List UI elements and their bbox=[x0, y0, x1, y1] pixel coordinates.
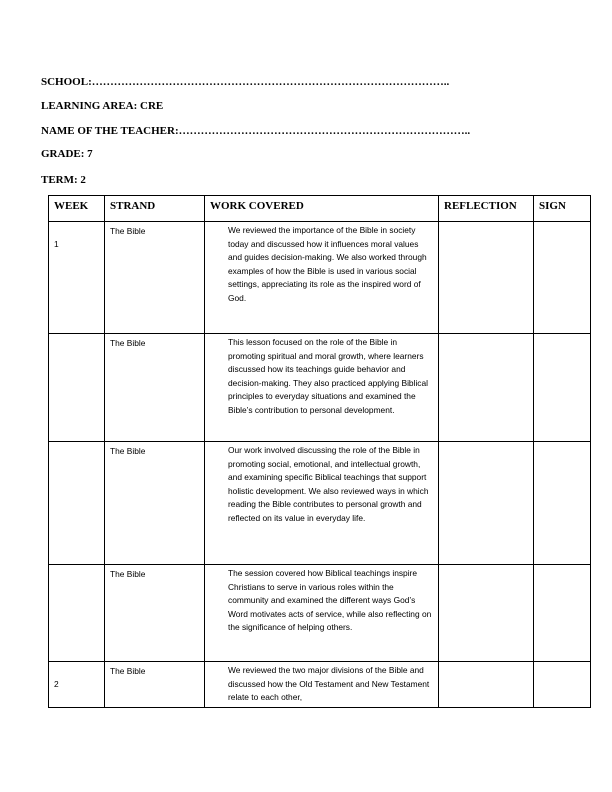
reflection-cell[interactable] bbox=[439, 334, 534, 442]
work-covered-table bbox=[48, 195, 591, 708]
sign-cell[interactable] bbox=[534, 442, 591, 565]
week-cell: 1 bbox=[49, 222, 105, 334]
table-row bbox=[49, 222, 591, 334]
column-header-strand: STRAND bbox=[105, 196, 205, 222]
strand-cell: The Bible bbox=[105, 334, 205, 442]
strand-cell: The Bible bbox=[105, 442, 205, 565]
school-field: SCHOOL:…………………………………………………………………………………….. bbox=[41, 76, 450, 88]
strand-cell: The Bible bbox=[105, 662, 205, 708]
teacher-name-field: NAME OF THE TEACHER:…………………………………………………………………….. bbox=[41, 125, 471, 137]
strand-cell: The Bible bbox=[105, 222, 205, 334]
sign-cell[interactable] bbox=[534, 565, 591, 662]
week-cell bbox=[49, 565, 105, 662]
reflection-cell[interactable] bbox=[439, 222, 534, 334]
work-covered-cell: This lesson focused on the role of the Bible in promoting spiritual and moral growth, where learners discussed how its teachings guide behavior and decision-making. They also practiced applying Biblical principles to everyday situations and examined the Bible’s contribution to personal development. bbox=[205, 334, 439, 442]
work-covered-cell: The session covered how Biblical teachings inspire Christians to serve in various roles within the community and examined the different ways God’s Word motivates acts of service, while also reflecting on the significance of helping others. bbox=[205, 565, 439, 662]
term: TERM: 2 bbox=[41, 174, 86, 186]
table-row bbox=[49, 565, 591, 662]
week-cell bbox=[49, 442, 105, 565]
week-cell bbox=[49, 334, 105, 442]
grade: GRADE: 7 bbox=[41, 148, 93, 160]
column-header-week: WEEK bbox=[49, 196, 105, 222]
reflection-cell[interactable] bbox=[439, 662, 534, 708]
strand-cell: The Bible bbox=[105, 565, 205, 662]
work-covered-cell: We reviewed the two major divisions of the Bible and discussed how the Old Testament and New Testament relate to each other, bbox=[205, 662, 439, 708]
work-covered-cell: Our work involved discussing the role of the Bible in promoting social, emotional, and intellectual growth, and examining specific Biblical teachings that support holistic development. We also reviewed ways in which reading the Bible contributes to personal growth and reflected on its value in everyday life. bbox=[205, 442, 439, 565]
reflection-cell[interactable] bbox=[439, 442, 534, 565]
table-row bbox=[49, 662, 591, 708]
table-header-row bbox=[49, 196, 591, 222]
sign-cell[interactable] bbox=[534, 662, 591, 708]
table-row bbox=[49, 334, 591, 442]
column-header-reflection: REFLECTION bbox=[439, 196, 534, 222]
sign-cell[interactable] bbox=[534, 334, 591, 442]
table-row bbox=[49, 442, 591, 565]
week-cell: 2 bbox=[49, 662, 105, 708]
reflection-cell[interactable] bbox=[439, 565, 534, 662]
column-header-sign: SIGN bbox=[534, 196, 591, 222]
work-covered-cell: We reviewed the importance of the Bible in society today and discussed how it influences moral values and guides decision-making. We also worked through examples of how the Bible is used in various social settings, appreciating its role as the inspired word of God. bbox=[205, 222, 439, 334]
sign-cell[interactable] bbox=[534, 222, 591, 334]
learning-area: LEARNING AREA: CRE bbox=[41, 100, 164, 112]
column-header-work-covered: WORK COVERED bbox=[205, 196, 439, 222]
